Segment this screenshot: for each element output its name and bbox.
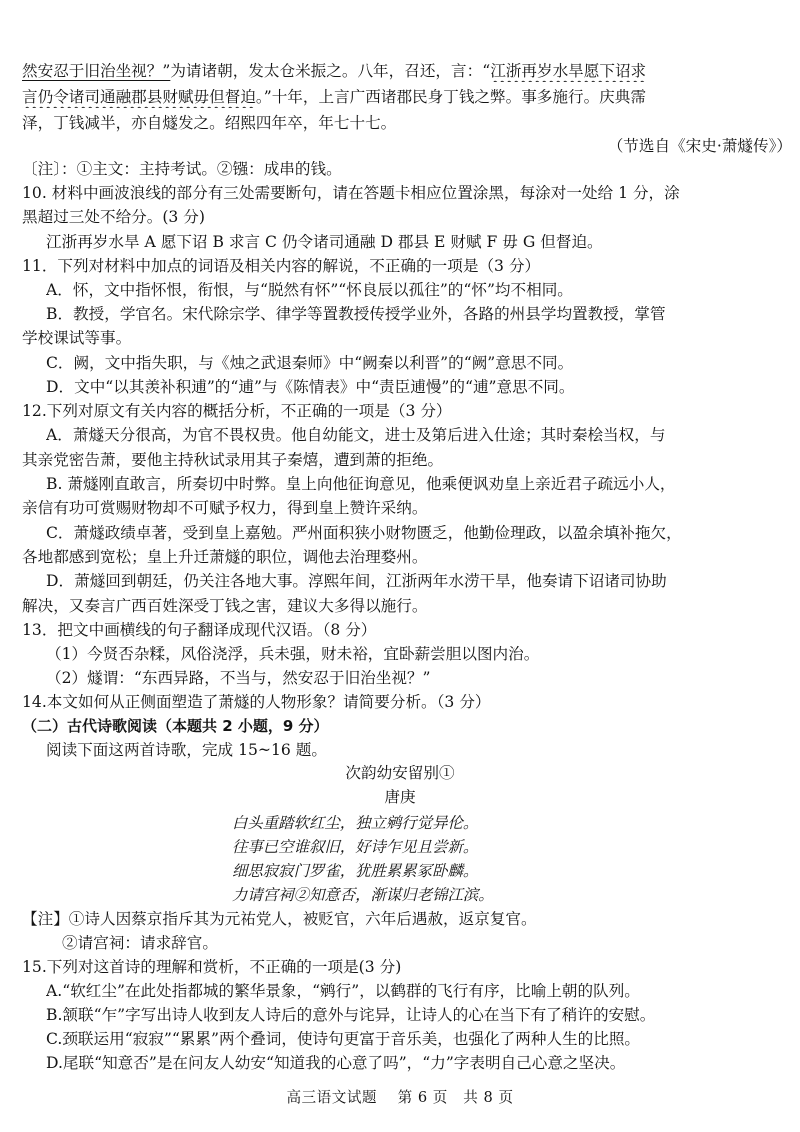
- question-15-option-c: C.颈联运用“寂寂”“累累”两个叠词，使诗句更富于音乐美，也强化了两种人生的比照。: [46, 1030, 641, 1048]
- poem-line-3: 细思寂寂门罗雀，犹胜累累冢卧麟。: [232, 862, 479, 880]
- wavy-underlined-text: 言仍令诸司通融郡县财赋毋但督迫: [22, 88, 256, 106]
- question-14-stem: 14.本文如何从正侧面塑造了萧燧的人物形象？请简要分析。（3 分）: [22, 693, 491, 711]
- question-12-option-d-cont: 解决，又奏言广西百姓深受丁钱之害，建议大多得以施行。: [22, 597, 428, 615]
- passage-line-3: 泽，丁钱减半，亦自燧发之。绍熙四年卒，年七十七。: [22, 114, 397, 132]
- question-12-option-a: A．萧燧天分很高，为官不畏权贵。他自幼能文，进士及第后进入仕途；其时秦桧当权，与: [46, 426, 666, 444]
- question-12-option-a-cont: 其亲党密告萧，要他主持秋试录用其子秦熺，遭到萧的拒绝。: [22, 451, 444, 469]
- question-10-options: 江浙再岁水旱 A 愿下诏 B 求言 C 仍令诸司通融 D 郡县 E 财赋 F 毋 G 但督迫。: [46, 233, 603, 251]
- footer-page-number: 第 6 页: [397, 1089, 448, 1106]
- page-footer: [0, 1086, 800, 1107]
- question-12-option-c-cont: 各地都感到宽松；皇上升迁萧燧的职位，调他去治理婺州。: [22, 548, 428, 566]
- question-13-item-1: （1）今贤否杂糅，风俗浇浮，兵未强，财未裕，宜卧薪尝胆以图内治。: [46, 645, 540, 663]
- question-11-option-c: C．阙，文中指失职，与《烛之武退秦师》中“阙秦以利晋”的“阙”意思不同。: [46, 354, 574, 372]
- question-11-option-d: D．文中“以其羡补积逋”的“逋”与《陈情表》中“责臣逋慢”的“逋”意思不同。: [46, 378, 575, 396]
- passage-notes: 〔注〕：①主文：主持考试。②镪：成串的钱。: [22, 160, 342, 178]
- question-13-stem: 13．把文中画横线的句子翻译成现代汉语。（8 分）: [22, 621, 377, 639]
- poem-line-1: 白头重踏软红尘，独立鹓行觉异伦。: [232, 814, 479, 832]
- poem-line-4: 力请宫祠②知意否，渐谋归老锦江滨。: [232, 886, 494, 904]
- poem-note-2: ②请宫祠：请求辞官。: [62, 934, 218, 952]
- section-2-heading: （二）古代诗歌阅读（本题共 2 小题，9 分）: [22, 717, 329, 735]
- poem-author: 唐庚: [384, 788, 416, 806]
- question-15-option-b: B.颔联“乍”字写出诗人收到友人诗后的意外与诧异，让诗人的心在当下有了稍许的安慰。: [46, 1006, 656, 1024]
- question-12-stem: 12.下列对原文有关内容的概括分析，不正确的一项是（3 分）: [22, 402, 452, 420]
- question-12-option-c: C．萧燧政绩卓著，受到皇上嘉勉。严州面积狭小财物匮乏，他勤俭理政，以盈余填补拖欠，: [46, 524, 682, 542]
- question-11-option-a: A．怀，文中指怀恨，衔恨，与“脱然有怀”“怀良辰以孤往”的“怀”均不相同。: [46, 281, 573, 299]
- passage-source: （节选自《宋史·萧燧传》）: [607, 137, 792, 155]
- footer-total-pages: 共 8 页: [463, 1089, 514, 1106]
- passage-line-2: 言仍令诸司通融郡县财赋毋但督迫。”十年，上言广西诸郡民身丁钱之弊。事多施行。庆典霈: [22, 88, 646, 106]
- question-15-option-a: A.“软红尘”在此处指都城的繁华景象，“鹓行”，以鹤群的飞行有序，比喻上朝的队列。: [46, 982, 640, 1000]
- question-10-stem-cont: 黑超过三处不给分。(3 分): [22, 208, 205, 226]
- question-10-stem: 10. 材料中画波浪线的部分有三处需要断句，请在答题卡相应位置涂黑，每涂对一处给 1 分，涂: [22, 184, 680, 202]
- question-11-option-b: B．教授，学官名。宋代除宗学、律学等置教授传授学业外，各路的州县学均置教授，掌管: [46, 305, 666, 323]
- poem-line-2: 往事已空谁叙旧，好诗乍见且尝新。: [232, 838, 479, 856]
- question-11-option-b-cont: 学校课试等事。: [22, 329, 132, 347]
- passage-line-1: 然安忍于旧治坐视？”为请诸朝，发太仓米振之。八年，召还，言：“江浙再岁水旱愿下诏求: [22, 62, 647, 80]
- question-15-option-d: D.尾联“知意否”是在问友人幼安“知道我的心意了吗”，“力”字表明自己心意之坚决。: [46, 1054, 626, 1072]
- underlined-sentence: 然安忍于旧治坐视？”: [22, 62, 171, 80]
- question-13-item-2: （2）燧谓：“东西异路，不当与，然安忍于旧治坐视？”: [46, 669, 431, 687]
- wavy-underlined-text: 江浙再岁水旱愿下诏求: [490, 62, 647, 80]
- poem-title: 次韵幼安留别①: [345, 764, 455, 782]
- question-12-option-b-cont: 亲信有功可赏赐财物却不可赋予权力，得到皇上赞许采纳。: [22, 499, 428, 517]
- question-12-option-b: B. 萧燧刚直敢言，所奏切中时弊。皇上向他征询意见，他乘便讽劝皇上亲近君子疏远小人，: [46, 475, 676, 493]
- poem-note-1: 【注】①诗人因蔡京指斥其为元祐党人，被贬官，六年后遇赦，返京复官。: [22, 910, 537, 928]
- question-12-option-d: D．萧燧回到朝廷，仍关注各地大事。淳熙年间，江浙两年水涝干旱，他奏请下诏诸司协助: [46, 572, 667, 590]
- question-15-stem: 15.下列对这首诗的理解和赏析，不正确的一项是(3 分): [22, 958, 402, 976]
- footer-exam-title: 高三语文试题: [286, 1089, 378, 1106]
- section-2-intro: 阅读下面这两首诗歌，完成 15~16 题。: [46, 741, 327, 759]
- question-11-stem: 11．下列对材料中加点的词语及相关内容的解说，不正确的一项是（3 分）: [22, 257, 541, 275]
